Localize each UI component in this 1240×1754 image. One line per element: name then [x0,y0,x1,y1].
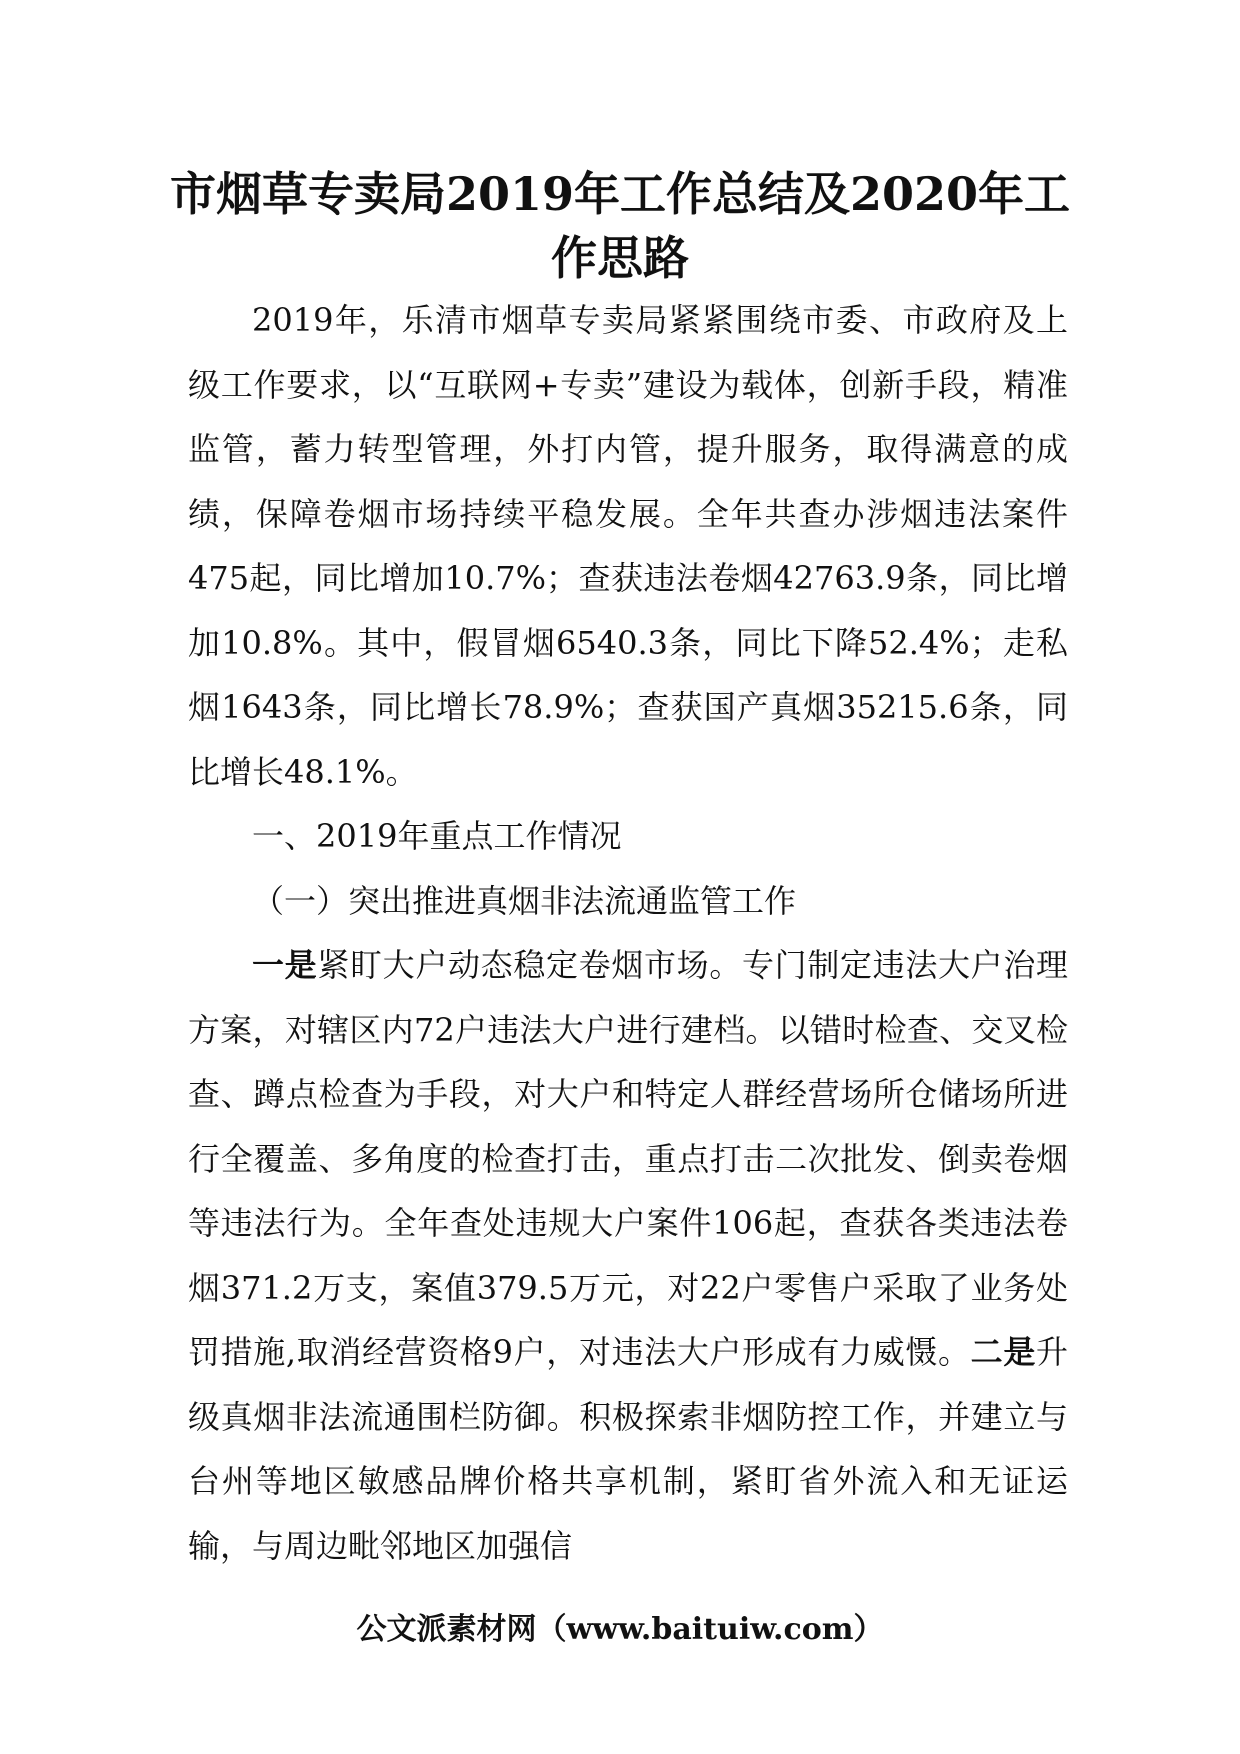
body-paragraph [188,933,1068,1578]
point2-text: 升级真烟非法流通围栏防御。积极探索非烟防控工作，并建立与台州等地区敏感品牌价格共享机制，紧盯省外流入和无证运输，与周边毗邻地区加强信 [188,1333,1068,1565]
point1-text: 紧盯大户动态稳定卷烟市场。专门制定违法大户治理方案，对辖区内72户违法大户进行建档。以错时检查、交叉检查、蹲点检查为手段，对大户和特定人群经营场所仓储场所进行全覆盖、多角度的检查打击，重点打击二次批发、倒卖卷烟等违法行为。全年查处违规大户案件106起，查获各类违法卷烟371.2万支，案值379.5万元，对22户零售户采取了业务处罚措施,取消经营资格9户，对违法大户形成有力威慑。 [188,946,1068,1371]
point1-label: 一是 [252,946,318,984]
footer-watermark: 公文派素材网（www.baituiw.com） [356,1612,884,1647]
subsection-heading: （一）突出推进真烟非法流通监管工作 [252,881,797,920]
section-heading: 一、2019年重点工作情况 [252,817,622,855]
document-title-line1: 市烟草专卖局2019年工作总结及2020年工 [169,167,1071,221]
point2-label: 二是 [970,1333,1036,1371]
intro-paragraph: 2019年，乐清市烟草专卖局紧紧围绕市委、市政府及上级工作要求，以“互联网+专卖”建设为载体，创新手段，精准监管，蓄力转型管理，外打内管，提升服务，取得满意的成绩，保障卷烟市场持续平稳发展。全年共查办涉烟违法案件475起，同比增加10.7%；查获违法卷烟42763.9条，同比增加10.8%。其中，假冒烟6540.3条，同比下降52.4%；走私烟1643条，同比增长78.9%；查获国产真烟35215.6条，同比增长48.1%。 [188,301,1068,791]
document-title-line2: 作思路 [551,231,689,285]
document-body [188,288,1068,1578]
